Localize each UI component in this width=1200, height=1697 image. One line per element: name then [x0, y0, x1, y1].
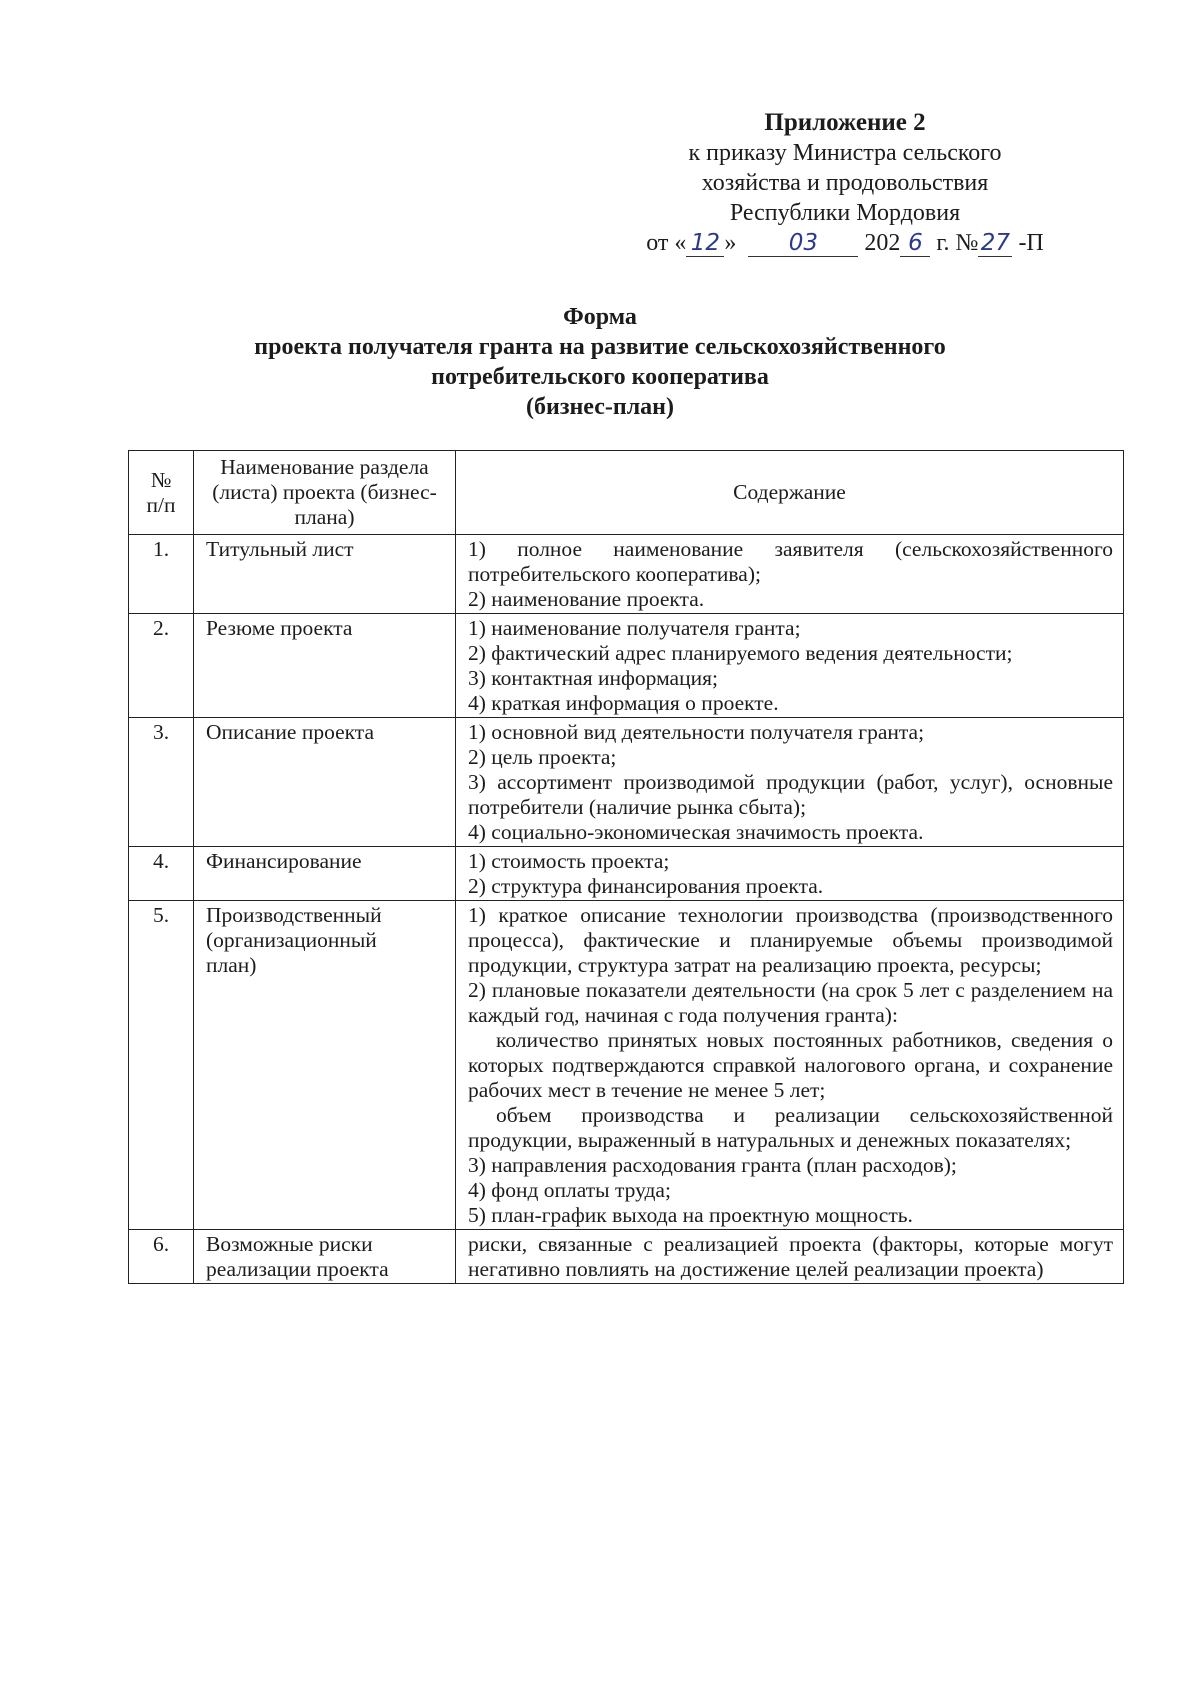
row-content	[456, 901, 1124, 1230]
business-plan-table	[128, 450, 1124, 1284]
row-section-name: Описание проекта	[194, 718, 456, 847]
year-prefix: 202	[864, 230, 901, 256]
handwritten-month: 03	[748, 230, 858, 257]
header-num: № п/п	[129, 451, 194, 535]
handwritten-order-number: 27	[978, 230, 1012, 257]
row-content	[456, 1230, 1124, 1284]
content-item: объем производства и реализации сельскохозяйственной продукции, выраженный в натуральных и денежных показателях;	[468, 1103, 1113, 1152]
row-number: 6.	[129, 1230, 194, 1284]
content-item: 4) социально-экономическая значимость проекта.	[468, 820, 924, 844]
appendix-block	[630, 108, 1060, 258]
order-date-line	[630, 228, 1060, 258]
table-row	[129, 614, 1124, 718]
row-section-name: Финансирование	[194, 847, 456, 901]
handwritten-day: 12	[686, 230, 724, 257]
form-subtitle: проекта получателя гранта на развитие сельскохозяйственного	[254, 334, 946, 360]
content-item: 2) плановые показатели деятельности (на срок 5 лет с разделением на каждый год, начиная с года получения гранта):	[468, 978, 1113, 1027]
content-item: 2) наименование проекта.	[468, 587, 705, 611]
appendix-line: Республики Мордовия	[729, 200, 961, 226]
appendix-line: хозяйства и продовольствия	[701, 170, 989, 196]
row-number: 2.	[129, 614, 194, 718]
table-header-row	[129, 451, 1124, 535]
appendix-line: к приказу Министра сельского	[688, 140, 1002, 166]
order-suffix: -П	[1018, 230, 1044, 256]
content-item: риски, связанные с реализацией проекта (факторы, которые могут негативно повлиять на достижение целей реализации проекта)	[468, 1232, 1113, 1281]
content-item: 1) стоимость проекта;	[468, 849, 670, 873]
row-section-name: Производственный (организационный план)	[194, 901, 456, 1230]
row-content	[456, 535, 1124, 614]
content-item: 5) план-график выхода на проектную мощность.	[468, 1203, 913, 1227]
header-section-name: Наименование раздела (листа) проекта (бизнес-плана)	[194, 451, 456, 535]
date-prefix: от «	[646, 230, 687, 256]
table-row	[129, 535, 1124, 614]
row-section-name: Возможные риски реализации проекта	[194, 1230, 456, 1284]
table-row	[129, 1230, 1124, 1284]
order-label: г. №	[936, 230, 979, 256]
table-row	[129, 901, 1124, 1230]
header-content: Содержание	[456, 451, 1124, 535]
date-quote-close: »	[724, 230, 737, 256]
table-row	[129, 718, 1124, 847]
content-item: 1) краткое описание технологии производства (производственного процесса), фактические и планируемые объемы производимой продукции, структура затрат на реализацию проекта, ресурсы;	[468, 903, 1113, 977]
content-item: 1) наименование получателя гранта;	[468, 616, 801, 640]
row-content	[456, 614, 1124, 718]
row-number: 1.	[129, 535, 194, 614]
table-row	[129, 847, 1124, 901]
row-number: 5.	[129, 901, 194, 1230]
content-item: 1) основной вид деятельности получателя гранта;	[468, 720, 925, 744]
content-item: 3) ассортимент производимой продукции (работ, услуг), основные потребители (наличие рынка сбыта);	[468, 770, 1113, 819]
form-subtitle: (бизнес-план)	[526, 394, 674, 420]
content-item: 2) цель проекта;	[468, 745, 617, 769]
row-content	[456, 718, 1124, 847]
content-item: 3) контактная информация;	[468, 666, 718, 690]
content-item: 4) фонд оплаты труда;	[468, 1178, 671, 1202]
form-subtitle: потребительского кооператива	[431, 364, 769, 390]
content-item: 2) фактический адрес планируемого ведения деятельности;	[468, 641, 1013, 665]
content-item: 3) направления расходования гранта (план расходов);	[468, 1153, 957, 1177]
content-item: 1) полное наименование заявителя (сельскохозяйственного потребительского кооператива);	[468, 537, 1113, 586]
row-number: 4.	[129, 847, 194, 901]
row-section-name: Резюме проекта	[194, 614, 456, 718]
form-title: Форма	[563, 304, 637, 330]
appendix-title: Приложение 2	[764, 109, 926, 136]
row-section-name: Титульный лист	[194, 535, 456, 614]
row-number: 3.	[129, 718, 194, 847]
handwritten-year: 6	[900, 230, 930, 257]
content-item: 4) краткая информация о проекте.	[468, 691, 779, 715]
form-heading	[120, 302, 1080, 422]
content-item: 2) структура финансирования проекта.	[468, 874, 824, 898]
content-item: количество принятых новых постоянных работников, сведения о которых подтверждаются справкой налогового органа, и сохранение рабочих мест в течение не менее 5 лет;	[468, 1028, 1113, 1102]
row-content	[456, 847, 1124, 901]
